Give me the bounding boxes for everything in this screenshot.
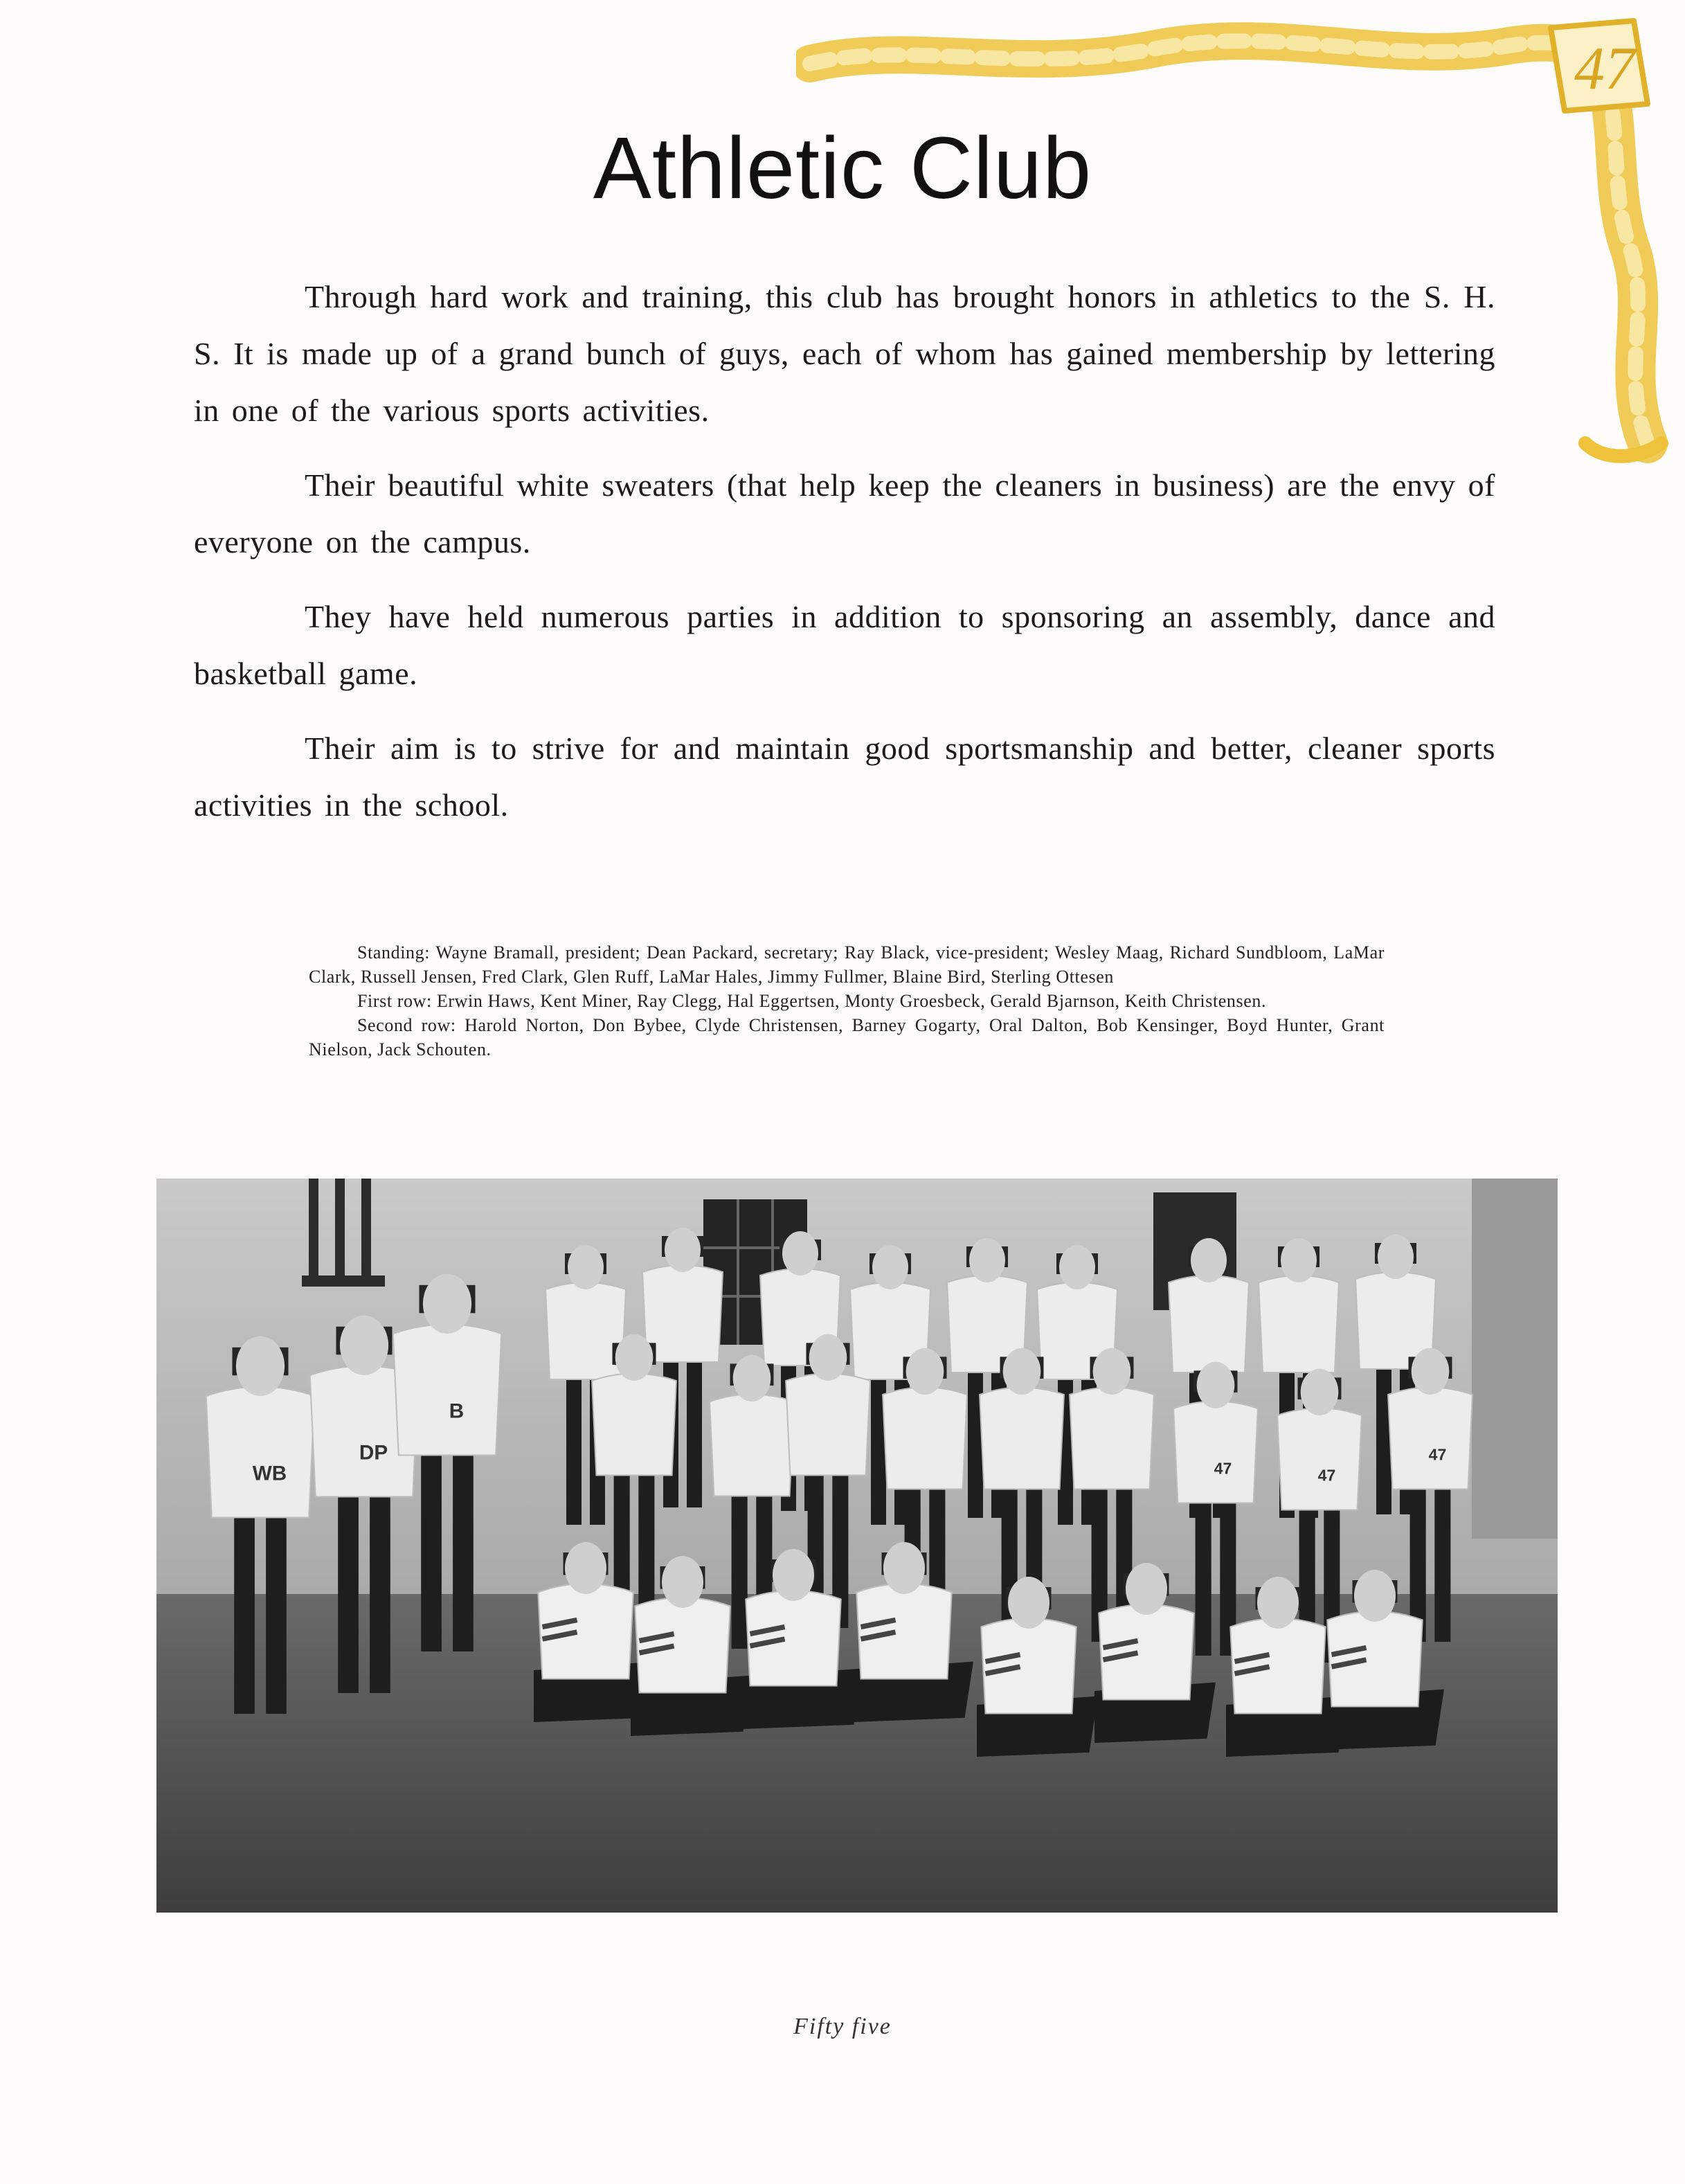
caption-second-row: Second row: Harold Norton, Don Bybee, Clyde Christensen, Barney Gogarty, Oral Dalton, Bob Kensinger, Boyd Hunter, Grant Nielson, Jack Schouten. xyxy=(309,1015,1385,1059)
page-title: Athletic Club xyxy=(593,119,1092,217)
group-photo xyxy=(156,1179,1558,1913)
caption-first-row: First row: Erwin Haws, Kent Miner, Ray Clegg, Hal Eggertsen, Monty Groesbeck, Gerald Bjarnson, Keith Christensen. xyxy=(357,991,1267,1011)
paragraph: Through hard work and training, this club has brought honors in athletics to the S. H. S. It is made up of a grand bunch of guys, each of whom has gained membership by lettering in one of the various sports activities. xyxy=(194,279,1495,428)
sweater-letter: 47 xyxy=(1317,1466,1336,1485)
paragraph: They have held numerous parties in addition to sponsoring an assembly, dance and basketball game. xyxy=(194,599,1495,691)
sweater-letter: 47 xyxy=(1214,1459,1232,1478)
ribbon-year-text: 47 xyxy=(1574,35,1635,102)
sweater-letter: B xyxy=(449,1399,465,1423)
sweater-letter: DP xyxy=(359,1441,388,1465)
photo-trees xyxy=(1472,1179,1558,1539)
caption-standing: Standing: Wayne Bramall, president; Dean Packard, secretary; Ray Black, vice-president; Wesley Maag, Richard Sundbloom, LaMar Clark, Russell Jensen, Fred Clark, Glen Ruff, LaMar Hales, Jimmy Fullmer, Blaine Bird, Sterling Ottesen xyxy=(309,942,1385,987)
paragraph: Their beautiful white sweaters (that help keep the cleaners in business) are the envy of everyone on the campus. xyxy=(194,467,1495,560)
sweater-letter: WB xyxy=(252,1462,287,1485)
photo-caption xyxy=(309,940,1385,1062)
page-number: Fifty five xyxy=(793,2014,892,2039)
paragraph: Their aim is to strive for and maintain good sportsmanship and better, cleaner sports activities in the school. xyxy=(194,731,1495,823)
sweater-letter: 47 xyxy=(1428,1445,1447,1464)
intro-text xyxy=(194,269,1495,852)
